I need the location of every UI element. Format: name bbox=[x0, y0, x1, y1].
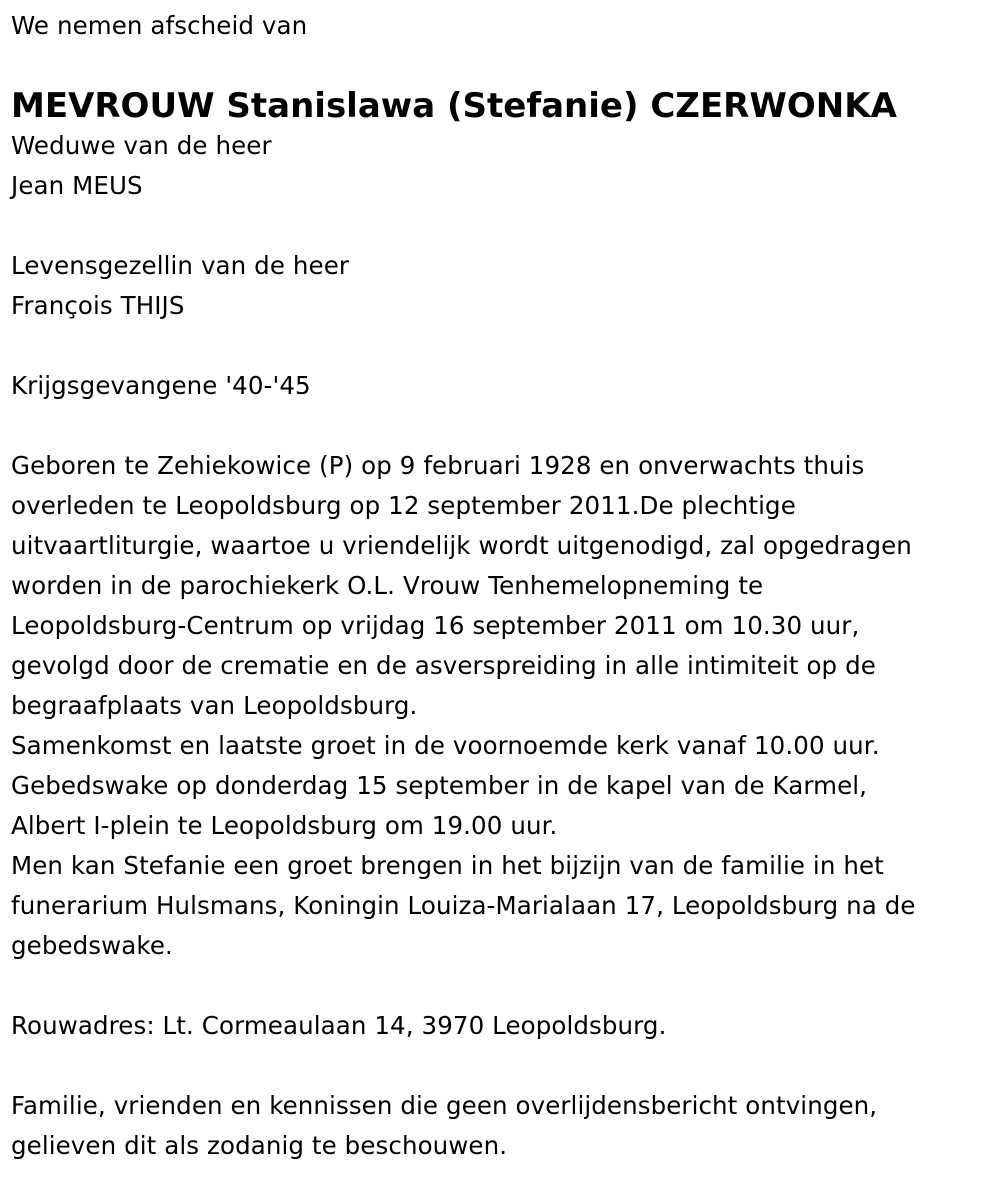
body-paragraph bbox=[11, 446, 990, 966]
body-line: worden in de parochiekerk O.L. Vrouw Tenhemelopneming te bbox=[11, 571, 764, 600]
partner-label: Levensgezellin van de heer bbox=[11, 251, 350, 280]
body-line: Geboren te Zehiekowice (P) op 9 februari 1928 en onverwachts thuis bbox=[11, 451, 865, 480]
body-line: gebedswake. bbox=[11, 931, 173, 960]
body-line: Samenkomst en laatste groet in de voornoemde kerk vanaf 10.00 uur. bbox=[11, 731, 880, 760]
body-line: Albert I-plein te Leopoldsburg om 19.00 uur. bbox=[11, 811, 558, 840]
body-line: Men kan Stefanie een groet brengen in het bijzijn van de familie in het bbox=[11, 851, 884, 880]
widow-name: Jean MEUS bbox=[11, 171, 143, 200]
spacer bbox=[11, 206, 990, 246]
closing-line: Familie, vrienden en kennissen die geen overlijdensbericht ontvingen, bbox=[11, 1091, 878, 1120]
deceased-name: MEVROUW Stanislawa (Stefanie) CZERWONKA bbox=[11, 86, 897, 126]
body-line: uitvaartliturgie, waartoe u vriendelijk wordt uitgenodigd, zal opgedragen bbox=[11, 531, 912, 560]
closing-line: gelieven dit als zodanig te beschouwen. bbox=[11, 1131, 508, 1160]
spacer bbox=[11, 1046, 990, 1086]
body-line: gevolgd door de crematie en de asverspreiding in alle intimiteit op de bbox=[11, 651, 876, 680]
body-line: overleden te Leopoldsburg op 12 september 2011.De plechtige bbox=[11, 491, 796, 520]
body-line: begraafplaats van Leopoldsburg. bbox=[11, 691, 418, 720]
partner-name: François THIJS bbox=[11, 291, 185, 320]
spacer bbox=[11, 966, 990, 1006]
mourning-address: Rouwadres: Lt. Cormeaulaan 14, 3970 Leopoldsburg. bbox=[11, 1011, 667, 1040]
spacer bbox=[11, 406, 990, 446]
pow-note: Krijgsgevangene '40-'45 bbox=[11, 371, 311, 400]
body-line: funerarium Hulsmans, Koningin Louiza-Marialaan 17, Leopoldsburg na de bbox=[11, 891, 916, 920]
widow-label: Weduwe van de heer bbox=[11, 131, 272, 160]
spacer bbox=[11, 326, 990, 366]
closing-paragraph bbox=[11, 1086, 990, 1166]
intro-text: We nemen afscheid van bbox=[11, 11, 308, 40]
body-line: Gebedswake op donderdag 15 september in de kapel van de Karmel, bbox=[11, 771, 868, 800]
body-line: Leopoldsburg-Centrum op vrijdag 16 september 2011 om 10.30 uur, bbox=[11, 611, 860, 640]
